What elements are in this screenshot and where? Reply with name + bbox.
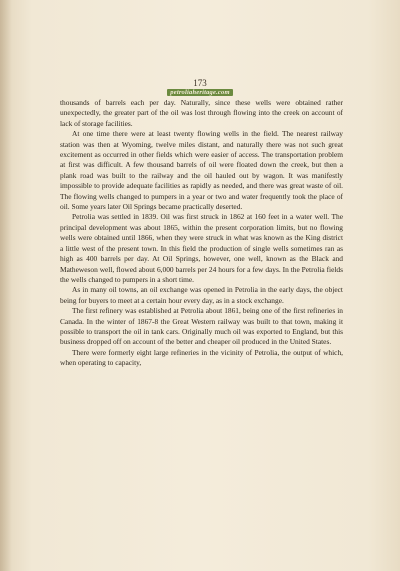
watermark-text: petroliaheritage.com <box>167 89 232 96</box>
page-number: 173 <box>193 78 207 88</box>
paragraph: As in many oil towns, an oil exchange was opened in Petrolia in the early days, the object being for buyers to meet at a certain hour every day, as in a stock exchange. <box>60 285 343 305</box>
paragraph: At one time there were at least twenty flowing wells in the field. The nearest railway station was then at Wyoming, twelve miles distant, and naturally there was not such great excitement as occurred in other fields which were easier of access. The transportation problem at first was difficult. A few thousand barrels of oil were floated down the creek, but then a plank road was built to the railway and the oil hauled out by wagon. It was manifestly impossible to provide adequate facilities as rapidly as needed, and there was great waste of oil. The flowing wells changed to pumpers in a year or two and water frequently took the place of oil. Some years later Oil Springs became practically deserted. <box>60 129 343 212</box>
watermark-stamp <box>0 89 400 96</box>
paragraph: The first refinery was established at Petrolia about 1861, being one of the first refineries in Canada. In the winter of 1867-8 the Great Western railway was built to that town, making it possible to transport the oil in tank cars. Originally much oil was exported to England, but this business dropped off on account of the better and cheaper oil produced in the United States. <box>60 306 343 347</box>
paragraph-continued: thousands of barrels each per day. Naturally, since these wells were obtained rather unexpectedly, the greater part of the oil was lost through flowing into the creek on account of lack of storage facilities. <box>60 98 343 128</box>
paragraph: There were formerly eight large refineries in the vicinity of Petrolia, the output of which, when operating to capacity, <box>60 347 343 368</box>
body-text <box>60 98 343 369</box>
paragraph: Petrolia was settled in 1839. Oil was first struck in 1862 at 160 feet in a water well. The principal development was about 1865, within the present corporation limits, but no flowing wells were obtained until 1866, when they were struck in what was known as the King district a little west of the present town. In this field the production of single wells sometimes ran as high as 400 barrels per day. At Oil Springs, however, one well, known as the Black and Matheweson well, flowed about 6,000 barrels per 24 hours for a few days. In the Petrolia fields the wells changed to pumpers in a short time. <box>60 212 343 284</box>
